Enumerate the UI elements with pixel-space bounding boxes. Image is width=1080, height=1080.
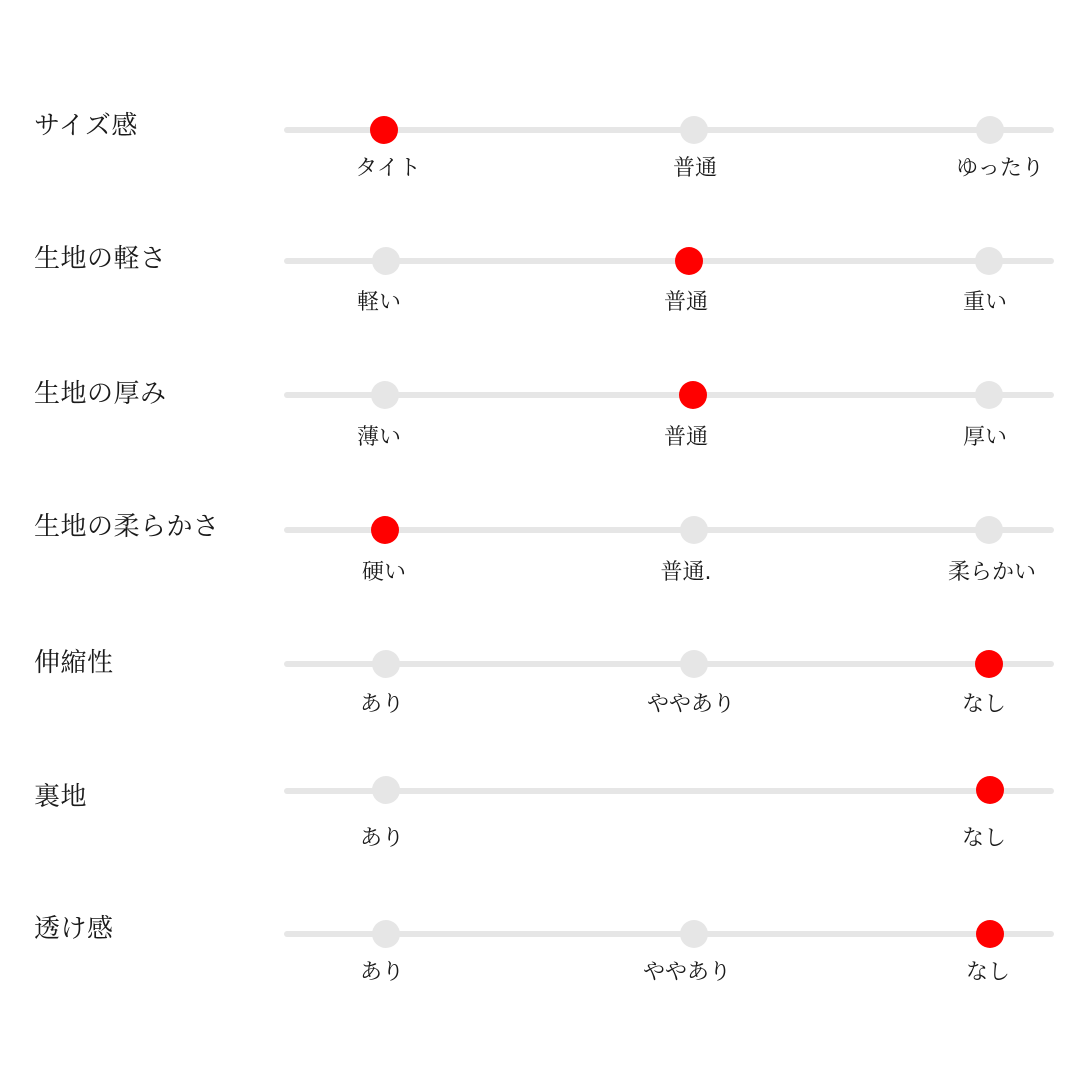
option-label: 柔らかい xyxy=(947,560,1036,585)
option-label: あり xyxy=(359,826,404,851)
option-label: ややあり xyxy=(646,692,735,717)
row-label: 裏地 xyxy=(34,782,88,812)
scale-dot[interactable] xyxy=(371,381,399,409)
option-label: 重い xyxy=(962,290,1007,315)
option-label: 薄い xyxy=(356,425,401,450)
option-label: ゆったり xyxy=(956,156,1044,181)
scale-dot-selected[interactable] xyxy=(675,247,703,275)
scale-dot-selected[interactable] xyxy=(679,381,707,409)
scale-dot-selected[interactable] xyxy=(976,920,1004,948)
scale-dot[interactable] xyxy=(372,776,400,804)
option-label: 普通 xyxy=(672,156,717,181)
scale-track xyxy=(284,527,1054,533)
option-label: 硬い xyxy=(361,560,406,585)
scale-dot[interactable] xyxy=(372,920,400,948)
row-label: 伸縮性 xyxy=(34,648,114,678)
scale-dot[interactable] xyxy=(680,920,708,948)
option-label: あり xyxy=(359,692,404,717)
scale-dot-selected[interactable] xyxy=(370,116,398,144)
option-label: なし xyxy=(965,960,1010,985)
scale-dot-selected[interactable] xyxy=(976,776,1004,804)
scale-dot[interactable] xyxy=(372,247,400,275)
option-label: なし xyxy=(961,692,1006,717)
scale-dot[interactable] xyxy=(975,381,1003,409)
row-label: 生地の軽さ xyxy=(34,244,167,274)
scale-dot-selected[interactable] xyxy=(975,650,1003,678)
scale-dot[interactable] xyxy=(975,247,1003,275)
option-label: ややあり xyxy=(642,960,731,985)
option-label: 軽い xyxy=(356,290,401,315)
option-label: あり xyxy=(359,960,404,985)
row-label: 透け感 xyxy=(34,914,114,944)
option-label: なし xyxy=(961,826,1006,851)
scale-dot[interactable] xyxy=(680,650,708,678)
scale-dot[interactable] xyxy=(976,116,1004,144)
option-label: 普通 xyxy=(663,290,708,315)
option-label: 普通 xyxy=(663,425,708,450)
option-label: タイト xyxy=(355,156,421,181)
scale-dot[interactable] xyxy=(680,116,708,144)
scale-dot[interactable] xyxy=(975,516,1003,544)
row-label: 生地の柔らかさ xyxy=(34,512,220,542)
scale-track xyxy=(284,392,1054,398)
scale-track xyxy=(284,127,1054,133)
scale-dot[interactable] xyxy=(680,516,708,544)
row-label: 生地の厚み xyxy=(34,379,167,409)
scale-dot-selected[interactable] xyxy=(371,516,399,544)
option-label: 厚い xyxy=(962,425,1007,450)
row-label: サイズ感 xyxy=(34,111,138,141)
scale-dot[interactable] xyxy=(372,650,400,678)
option-label: 普通. xyxy=(660,560,712,585)
